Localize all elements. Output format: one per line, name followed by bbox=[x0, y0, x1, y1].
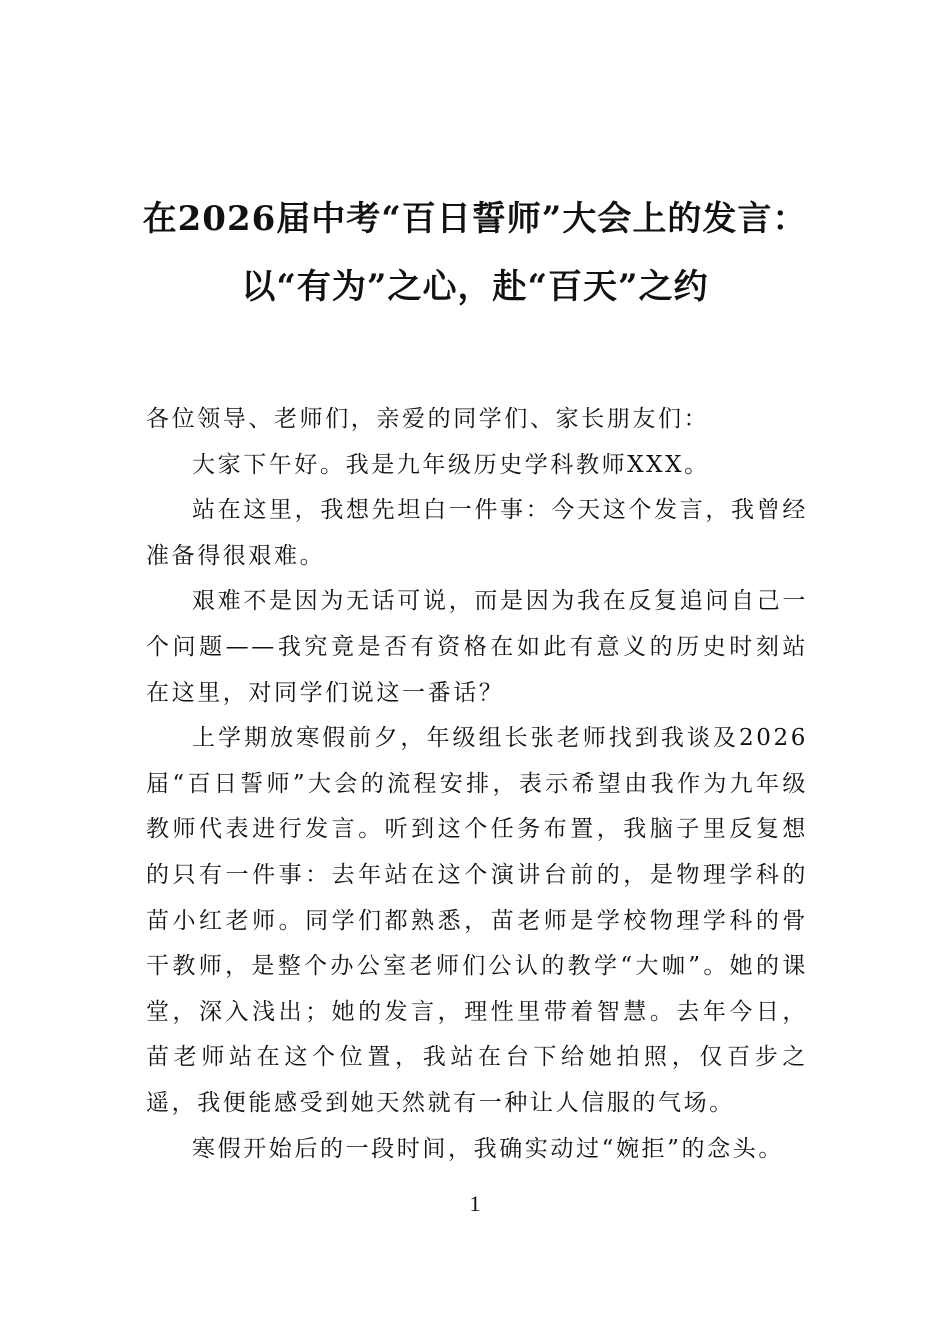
salutation-paragraph: 各位领导、老师们，亲爱的同学们、家长朋友们： bbox=[146, 406, 710, 432]
document-body bbox=[146, 397, 808, 1172]
document-title-line-1: 在2026届中考“百日誓师”大会上的发言： bbox=[142, 199, 808, 239]
greeting-paragraph: 大家下午好。我是九年级历史学科教师XXX。 bbox=[192, 451, 710, 478]
body-paragraph: 艰难不是因为无话可说，而是因为我在反复追问自己一个问题——我究竟是否有资格在如此有意义的历史时刻站在这里，对同学们说这一番话？ bbox=[146, 588, 808, 706]
document-title-line-2: 以“有为”之心，赴“百天”之约 bbox=[241, 267, 709, 307]
body-paragraph: 站在这里，我想先坦白一件事：今天这个发言，我曾经准备得很艰难。 bbox=[146, 497, 808, 569]
body-paragraph: 寒假开始后的一段时间，我确实动过“婉拒”的念头。 bbox=[192, 1135, 784, 1162]
body-paragraph: 上学期放寒假前夕，年级组长张老师找到我谈及2026届“百日誓师”大会的流程安排，表示希望由我作为九年级教师代表进行发言。听到这个任务布置，我脑子里反复想的只有一件事：去年站在这个演讲台前的，是物理学科的苗小红老师。同学们都熟悉，苗老师是学校物理学科的骨干教师，是整个办公室老师们公认的教学“大咖”。她的课堂，深入浅出；她的发言，理性里带着智慧。去年今日，苗老师站在这个位置，我站在台下给她拍照，仅百步之遥，我便能感受到她天然就有一种让人信服的气场。 bbox=[146, 725, 808, 1116]
page-number: 1 bbox=[469, 1191, 481, 1216]
